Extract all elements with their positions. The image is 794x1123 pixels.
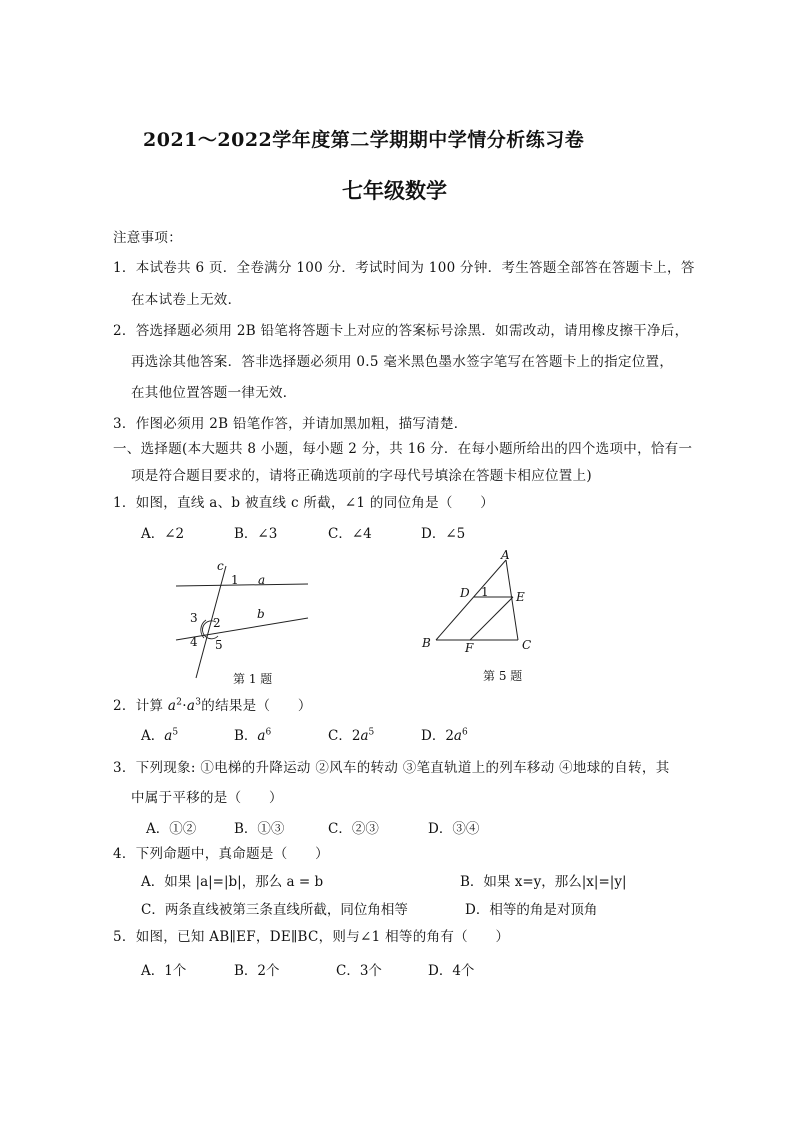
q5-option-d: D．4个 — [428, 963, 475, 979]
label-a: a — [258, 573, 266, 587]
notes-heading: 注意事项： — [113, 230, 182, 246]
q1-option-d: D．∠5 — [421, 526, 466, 542]
q3-stem-line-1: 3．下列现象: ①电梯的升降运动 ②风车的转动 ③笔直轨道上的列车移动 ④地球的自转，其 — [113, 760, 670, 776]
q2-option-c-coef: 2 — [351, 728, 361, 744]
q2-exponent-2: 3 — [195, 697, 202, 708]
label-b: b — [257, 607, 265, 621]
note-2-line-2: 再选涂其他答案．答非选择题必须用 0.5 毫米黑色墨水签字笔写在答题卡上的指定位置， — [131, 354, 674, 370]
q2-option-a-label: A． — [141, 728, 165, 744]
label-E: E — [516, 590, 525, 604]
q2-dot: · — [182, 698, 187, 714]
q2-stem-suffix: 的结果是（ ） — [201, 698, 312, 714]
q5-option-a: A．1个 — [141, 963, 187, 979]
label-B: B — [422, 636, 431, 650]
q2-option-c-label: C． — [328, 728, 352, 744]
note-2-line-1: 2．答选择题必须用 2B 铅笔将答题卡上对应的答案标号涂黑．如需改动，请用橡皮擦干净后， — [113, 323, 689, 339]
exam-subtitle: 七年级数学 — [342, 178, 447, 203]
figure-q1-diagram — [168, 556, 318, 688]
q2-exponent-1: 2 — [176, 697, 183, 708]
label-F: F — [465, 641, 474, 655]
q2-option-c — [328, 724, 374, 744]
q5-option-b: B．2个 — [234, 963, 280, 979]
section-1-line-1: 一、选择题(本大题共 8 小题，每小题 2 分，共 16 分．在每小题所给出的四个选项中，恰有一 — [113, 441, 693, 457]
q2-option-a-base: a — [164, 728, 173, 744]
figure-q5-caption: 第 5 题 — [483, 669, 523, 683]
q4-option-c: C．两条直线被第三条直线所截，同位角相等 — [141, 902, 408, 918]
q1-option-c: C．∠4 — [328, 526, 372, 542]
label-angle-3: 3 — [190, 611, 198, 625]
label-angle-5: 5 — [215, 638, 223, 652]
q2-option-d-label: D． — [421, 728, 446, 744]
q2-option-d — [421, 724, 468, 744]
q4-option-b: B．如果 x=y，那么|x|=|y| — [460, 874, 627, 890]
q2-option-d-base: a — [453, 728, 462, 744]
note-1-line-1: 1．本试卷共 6 页．全卷满分 100 分．考试时间为 100 分钟．考生答题全部答在答题卡上，答 — [113, 260, 695, 276]
line-a — [176, 584, 308, 586]
q5-stem: 5．如图，已知 AB∥EF，DE∥BC，则与∠1 相等的角有（ ） — [113, 929, 510, 945]
q1-option-a: A．∠2 — [141, 526, 185, 542]
q2-stem — [113, 694, 312, 714]
q3-option-c: C．②③ — [328, 821, 379, 837]
label-angle-2: 2 — [213, 616, 221, 630]
segment-EF — [470, 597, 513, 640]
q4-option-a: A．如果 |a|=|b|，那么 a = b — [141, 874, 324, 890]
q4-stem: 4．下列命题中，真命题是（ ） — [113, 846, 329, 862]
q2-option-c-exp: 5 — [368, 727, 375, 738]
q2-option-d-exp: 6 — [461, 727, 468, 738]
q2-option-b-base: a — [257, 728, 266, 744]
line-c — [196, 566, 226, 678]
label-angle-1: 1 — [481, 585, 489, 599]
q3-option-a: A．①② — [146, 821, 197, 837]
q1-stem: 1．如图，直线 a、b 被直线 c 所截，∠1 的同位角是（ ） — [113, 495, 495, 511]
label-angle-1: 1 — [231, 573, 239, 587]
q2-option-a — [141, 724, 178, 744]
segment-AB — [436, 560, 506, 640]
q3-stem-line-2: 中属于平移的是（ ） — [131, 790, 283, 806]
label-angle-4: 4 — [190, 635, 198, 649]
q2-option-b-exp: 6 — [265, 727, 272, 738]
note-2-line-3: 在其他位置答题一律无效． — [131, 385, 297, 401]
q4-option-d: D．相等的角是对顶角 — [465, 902, 598, 918]
figure-q1-caption: 第 1 题 — [233, 672, 273, 686]
q2-option-b — [234, 724, 271, 744]
q2-option-a-exp: 5 — [172, 727, 179, 738]
q5-option-c: C．3个 — [336, 963, 382, 979]
label-A: A — [501, 548, 510, 562]
q2-stem-prefix: 2．计算 — [113, 698, 168, 714]
figure-q5-diagram — [418, 546, 538, 658]
q2-base-1: a — [167, 698, 177, 714]
section-1-line-2: 项是符合题目要求的，请将正确选项前的字母代号填涂在答题卡相应位置上) — [131, 468, 592, 484]
q2-option-b-label: B． — [234, 728, 258, 744]
q2-base-2: a — [186, 698, 196, 714]
note-1-line-2: 在本试卷上无效． — [131, 292, 242, 308]
q1-option-b: B．∠3 — [234, 526, 278, 542]
label-D: D — [460, 586, 470, 600]
label-c: c — [217, 559, 224, 573]
q2-option-d-coef: 2 — [445, 728, 454, 744]
label-C: C — [522, 638, 532, 652]
q3-option-b: B．①③ — [234, 821, 285, 837]
note-3: 3．作图必须用 2B 铅笔作答，并请加黑加粗，描写清楚． — [113, 416, 468, 432]
q3-option-d: D．③④ — [428, 821, 480, 837]
q2-option-c-base: a — [360, 728, 369, 744]
exam-title: 2021～2022学年度第二学期期中学情分析练习卷 — [143, 129, 585, 151]
